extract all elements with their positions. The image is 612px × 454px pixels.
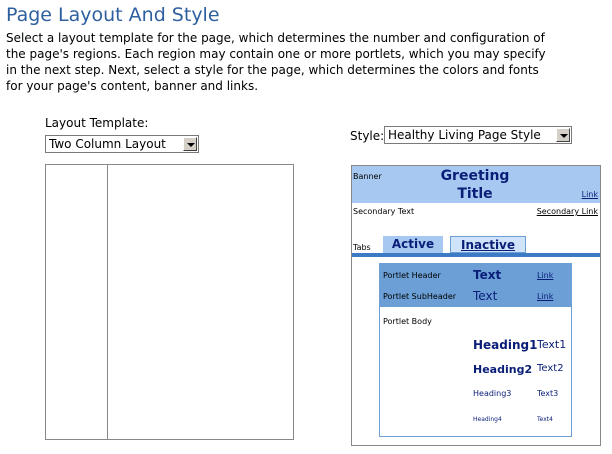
portlet-body-label: Portlet Body bbox=[383, 317, 432, 326]
chevron-down-icon[interactable] bbox=[556, 128, 570, 142]
layout-template-value: Two Column Layout bbox=[49, 137, 166, 151]
banner-link[interactable]: Link bbox=[581, 190, 598, 199]
style-value: Healthy Living Page Style bbox=[388, 128, 541, 142]
tab-active[interactable]: Active bbox=[383, 236, 443, 253]
portlet-subheader-link[interactable]: Link bbox=[537, 292, 554, 301]
portlet-header-text: Text bbox=[473, 268, 502, 282]
portlet-preview bbox=[379, 263, 572, 437]
tab-bar bbox=[352, 253, 600, 257]
style-preview bbox=[351, 165, 601, 446]
heading3: Heading3 bbox=[473, 389, 512, 398]
portlet-subheader-label: Portlet SubHeader bbox=[383, 292, 457, 301]
chevron-down-icon[interactable] bbox=[183, 137, 197, 151]
heading4: Heading4 bbox=[473, 416, 502, 423]
column-divider bbox=[107, 165, 108, 439]
text2: Text2 bbox=[537, 363, 564, 374]
tabs-label: Tabs bbox=[353, 243, 371, 252]
banner-label: Banner bbox=[353, 172, 382, 181]
layout-template-select[interactable] bbox=[45, 135, 199, 153]
portlet-subheader-text: Text bbox=[473, 289, 498, 303]
heading2: Heading2 bbox=[473, 363, 533, 376]
layout-template-label: Layout Template: bbox=[45, 116, 149, 130]
text4: Text4 bbox=[537, 416, 553, 423]
text1: Text1 bbox=[537, 338, 567, 351]
banner-greeting bbox=[422, 167, 528, 203]
tab-inactive[interactable]: Inactive bbox=[450, 236, 526, 253]
page-description: Select a layout template for the page, which determines the number and configuration of the page's regions. Each region may contain one or more portlets, which you may specify in the next step. Next, select a style for the page, which determines the colors and fonts for your page's content, banner and links. bbox=[6, 31, 546, 93]
secondary-text: Secondary Text bbox=[353, 207, 415, 216]
heading1: Heading1 bbox=[473, 338, 538, 352]
style-label: Style: bbox=[350, 129, 385, 143]
greeting-text: Greeting bbox=[440, 168, 510, 184]
text3: Text3 bbox=[537, 389, 559, 398]
portlet-header-link[interactable]: Link bbox=[537, 271, 554, 280]
page-title: Page Layout And Style bbox=[6, 4, 220, 26]
style-select[interactable] bbox=[384, 126, 572, 144]
secondary-link[interactable]: Secondary Link bbox=[536, 207, 598, 216]
portlet-header-label: Portlet Header bbox=[383, 271, 441, 280]
layout-preview bbox=[45, 164, 294, 440]
greeting-title: Title bbox=[457, 186, 493, 202]
